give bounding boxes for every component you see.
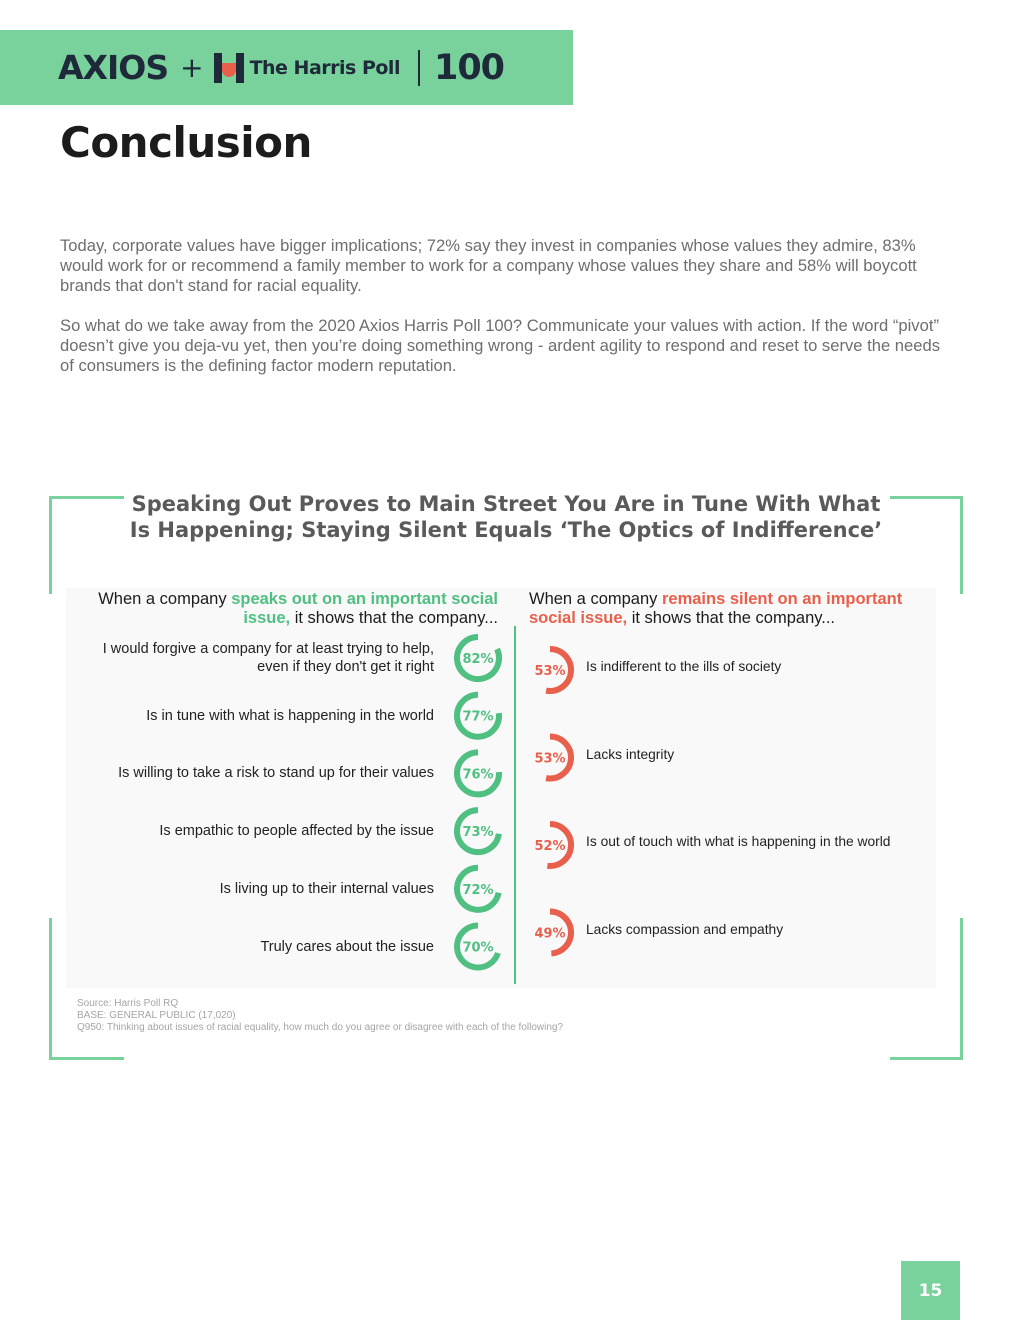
axios-logo: AXIOS bbox=[58, 48, 169, 87]
chart-title-line-1: Speaking Out Proves to Main Street You Are in Tune With What bbox=[131, 492, 881, 516]
speak-out-donut-6 bbox=[457, 926, 498, 968]
silent-header-suffix: it shows that the company... bbox=[627, 609, 836, 627]
speak-out-header-suffix: it shows that the company... bbox=[290, 609, 498, 627]
harris-poll-logo-text: The Harris Poll bbox=[249, 56, 400, 79]
speak-out-donut-value-5: 72% bbox=[462, 882, 494, 898]
speak-out-donut-1 bbox=[457, 637, 499, 679]
silent-label-3: Is out of touch with what is happening in the world bbox=[586, 834, 891, 849]
silent-donut-2 bbox=[534, 737, 571, 779]
speak-out-donut-2 bbox=[457, 695, 499, 737]
speak-out-donut-value-1: 82% bbox=[462, 652, 494, 667]
silent-label-4: Lacks compassion and empathy bbox=[586, 921, 784, 937]
silent-header-prefix: When a company bbox=[529, 590, 662, 608]
chart-title-line-2: Is Happening; Staying Silent Equals ‘The Optics of Indifference’ bbox=[129, 518, 883, 542]
source-note bbox=[77, 998, 563, 1034]
silent-donut-4 bbox=[534, 911, 571, 953]
silent-header-highlight: remains silent on an important social issue, bbox=[529, 590, 903, 627]
silent-donut-1 bbox=[534, 649, 571, 691]
silent-donut-value-3: 52% bbox=[534, 839, 566, 854]
silent-label-2: Lacks integrity bbox=[586, 746, 675, 762]
speak-out-label-6: Truly cares about the issue bbox=[260, 938, 434, 955]
plus-sign: + bbox=[180, 51, 204, 84]
speak-out-donut-value-6: 70% bbox=[462, 940, 494, 956]
speak-out-donut-value-3: 76% bbox=[462, 767, 494, 783]
silent-donut-value-2: 53% bbox=[534, 751, 566, 767]
speak-out-header-highlight: speaks out on an important social issue, bbox=[231, 590, 498, 627]
speak-out-header-prefix: When a company bbox=[98, 590, 232, 608]
silent-label-1: Is indifferent to the ills of society bbox=[586, 659, 782, 674]
page-title: Conclusion bbox=[60, 118, 312, 167]
silent-donut-value-4: 49% bbox=[534, 926, 566, 942]
speak-out-donut-value-4: 73% bbox=[462, 825, 494, 841]
intro-paragraph: Today, corporate values have bigger implications; 72% say they invest in companies whose values they admire, 83% would work for or recommend a family member to work for a company whose values they share and 58% will boycott brands that don't stand for racial equality. bbox=[60, 236, 917, 295]
speak-out-label-5: Is living up to their internal values bbox=[219, 880, 434, 897]
speak-out-label-3: Is willing to take a risk to stand up for their values bbox=[118, 765, 434, 782]
page-number: 15 bbox=[901, 1261, 960, 1320]
speak-out-donut-4 bbox=[457, 810, 499, 852]
base-line: BASE: GENERAL PUBLIC (17,020) bbox=[77, 1010, 236, 1021]
speak-out-label-1: I would forgive a company for at least trying to help, even if they don't get it right bbox=[102, 641, 434, 675]
speak-out-label-4: Is empathic to people affected by the issue bbox=[159, 823, 434, 840]
logo-number: 100 bbox=[433, 47, 505, 88]
silent-donut-3 bbox=[534, 824, 571, 866]
silent-donut-value-1: 53% bbox=[534, 664, 566, 679]
question-line: Q950: Thinking about issues of racial equality, how much do you agree or disagree with each of the following? bbox=[77, 1022, 564, 1033]
speak-out-donut-5 bbox=[457, 868, 499, 910]
speak-out-label-2: Is in tune with what is happening in the world bbox=[146, 707, 434, 724]
takeaway-paragraph: So what do we take away from the 2020 Axios Harris Poll 100? Communicate your values with action. If the word “pivot” doesn’t give you deja-vu yet, then you’re doing something wrong - ardent agility to respond and reset to serve the needs of consumers is the defining factor modern reputation. bbox=[60, 316, 941, 375]
speak-out-donut-value-2: 77% bbox=[462, 709, 494, 725]
source-line: Source: Harris Poll RQ bbox=[77, 998, 179, 1009]
speak-out-donut-3 bbox=[457, 752, 499, 794]
